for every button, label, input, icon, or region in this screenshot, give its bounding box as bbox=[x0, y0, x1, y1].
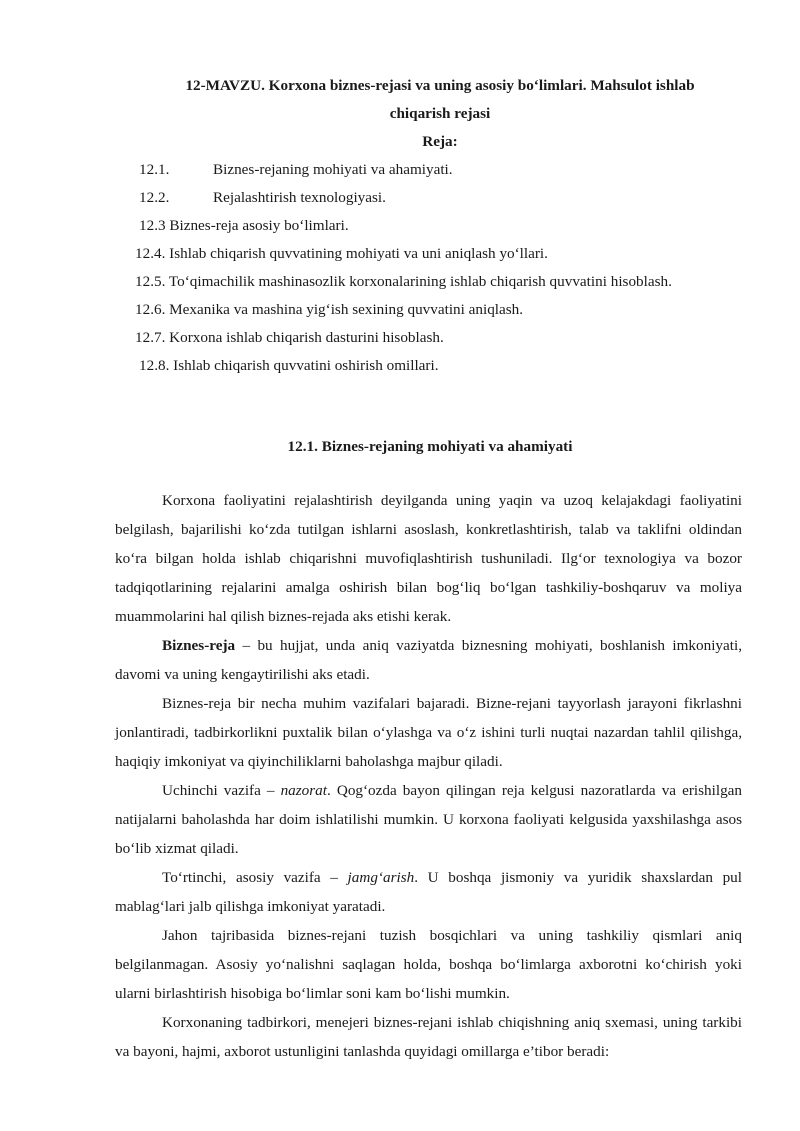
plan-item-number: 12.2. bbox=[139, 189, 170, 206]
plan-item-text: Mexanika va mashina yig‘ish sexining quvvatini aniqlash. bbox=[169, 301, 524, 318]
section-body bbox=[115, 486, 742, 1066]
plan-item-text: To‘qimachilik mashinasozlik korxonalarining ishlab chiqarish quvvatini hisoblash. bbox=[168, 273, 672, 290]
plan-item-4 bbox=[135, 240, 548, 268]
plan-item-number: 12.1. bbox=[139, 161, 170, 178]
term-biznes-reja: Biznes-reja bbox=[162, 637, 236, 654]
plan-label: Reja: bbox=[422, 133, 458, 150]
plan-item-7 bbox=[135, 324, 444, 352]
paragraph-6: Jahon tajribasida biznes-rejani tuzish bosqichlari va uning tashkiliy qismlari aniq belgilanmagan. Asosiy yo‘nalishni saqlagan holda, boshqa bo‘limlarga axborotni ko‘chirish yoki ularni birlashtirish hisobiga bo‘limlar soni kam bo‘lishi mumkin. bbox=[115, 927, 742, 1002]
plan-item-number: 12.3 bbox=[139, 217, 166, 234]
paragraph-5-lead: To‘rtinchi, asosiy vazifa – bbox=[162, 869, 348, 886]
paragraph-4-text: . Qog‘ozda bayon qilingan reja kelgusi nazoratlarda va erishilgan natijalarni baholashda har doim ishlatilishi mumkin. U korxona faoliyati kelgusida yaxshilashga asos bo‘lib xizmat qiladi. bbox=[115, 782, 742, 857]
plan-item-6 bbox=[135, 296, 523, 324]
plan-item-5 bbox=[135, 268, 672, 296]
plan-item-text: Rejalashtirish texnologiyasi. bbox=[213, 189, 386, 206]
paragraph-2 bbox=[115, 631, 742, 689]
plan-item-number: 12.8. bbox=[139, 357, 170, 374]
plan-item-3 bbox=[139, 212, 349, 240]
plan-item-number: 12.6. bbox=[135, 301, 166, 318]
paragraph-4-lead: Uchinchi vazifa – bbox=[162, 782, 281, 799]
plan-item-number: 12.4. bbox=[135, 245, 166, 262]
term-nazorat: nazorat bbox=[280, 782, 327, 799]
paragraph-4 bbox=[115, 776, 742, 863]
paragraph-2-text: – bu hujjat, unda aniq vaziyatda biznesning mohiyati, boshlanish imkoniyati, davomi va uning kengaytirilishi aks etadi. bbox=[115, 637, 742, 683]
plan-item-text: Korxona ishlab chiqarish dasturini hisoblash. bbox=[169, 329, 444, 346]
plan-item-number: 12.5. bbox=[135, 273, 166, 290]
title-line-1: 12-MAVZU. Korxona biznes-rejasi va uning asosiy bo‘limlari. Mahsulot ishlab bbox=[185, 77, 695, 94]
paragraph-1: Korxona faoliyatini rejalashtirish deyilganda uning yaqin va uzoq kelajakdagi faoliyatini belgilash, bajarilishi ko‘zda tutilgan ishlarni asoslash, konkretlashtirish, talab va taklifni oldindan ko‘ra bilgan holda ishlab chiqarishni muvofiqlashtirish tushuniladi. Ilg‘or texnologiya va bozor tadqiqotlarining rejalarini amalga oshirish bilan bog‘liq bo‘lgan tashkiliy-boshqaruv va moliya muammolarini hal qilish biznes-rejada aks etishi kerak. bbox=[115, 492, 742, 625]
plan-item-text: Biznes-reja asosiy bo‘limlari. bbox=[169, 217, 349, 234]
plan-item-2 bbox=[139, 184, 386, 212]
plan-item-8 bbox=[139, 352, 439, 380]
paragraph-5 bbox=[115, 863, 742, 921]
term-jamgarish: jamg‘arish bbox=[347, 869, 415, 886]
section-heading: 12.1. Biznes-rejaning mohiyati va ahamiyati bbox=[287, 438, 573, 455]
plan-item-1 bbox=[139, 156, 453, 184]
title-line-2: chiqarish rejasi bbox=[389, 105, 491, 122]
plan-item-text: Biznes-rejaning mohiyati va ahamiyati. bbox=[213, 161, 453, 178]
plan-item-text: Ishlab chiqarish quvvatini oshirish omillari. bbox=[173, 357, 439, 374]
page-title bbox=[150, 72, 730, 128]
paragraph-3: Biznes-reja bir necha muhim vazifalari bajaradi. Bizne-rejani tayyorlash jarayoni fikrlashni jonlantiradi, tadbirkorlikni puxtalik bilan o‘ylashga va o‘z ishini turli nuqtai nazardan tahlil qilishga, haqiqiy imkoniyat va qiyinchiliklarni baholashga majbur qiladi. bbox=[115, 695, 742, 770]
plan-item-number: 12.7. bbox=[135, 329, 166, 346]
paragraph-7: Korxonaning tadbirkori, menejeri biznes-rejani ishlab chiqishning aniq sxemasi, uning tarkibi va bayoni, hajmi, axborot ustunligini tanlashda quyidagi omillarga e’tibor beradi: bbox=[115, 1014, 742, 1060]
plan-item-text: Ishlab chiqarish quvvatining mohiyati va uni aniqlash yo‘llari. bbox=[169, 245, 548, 262]
paragraph-5-text: . U boshqa jismoniy va yuridik shaxslardan pul mablag‘lari jalb qilishga imkoniyat yaratadi. bbox=[115, 869, 742, 915]
